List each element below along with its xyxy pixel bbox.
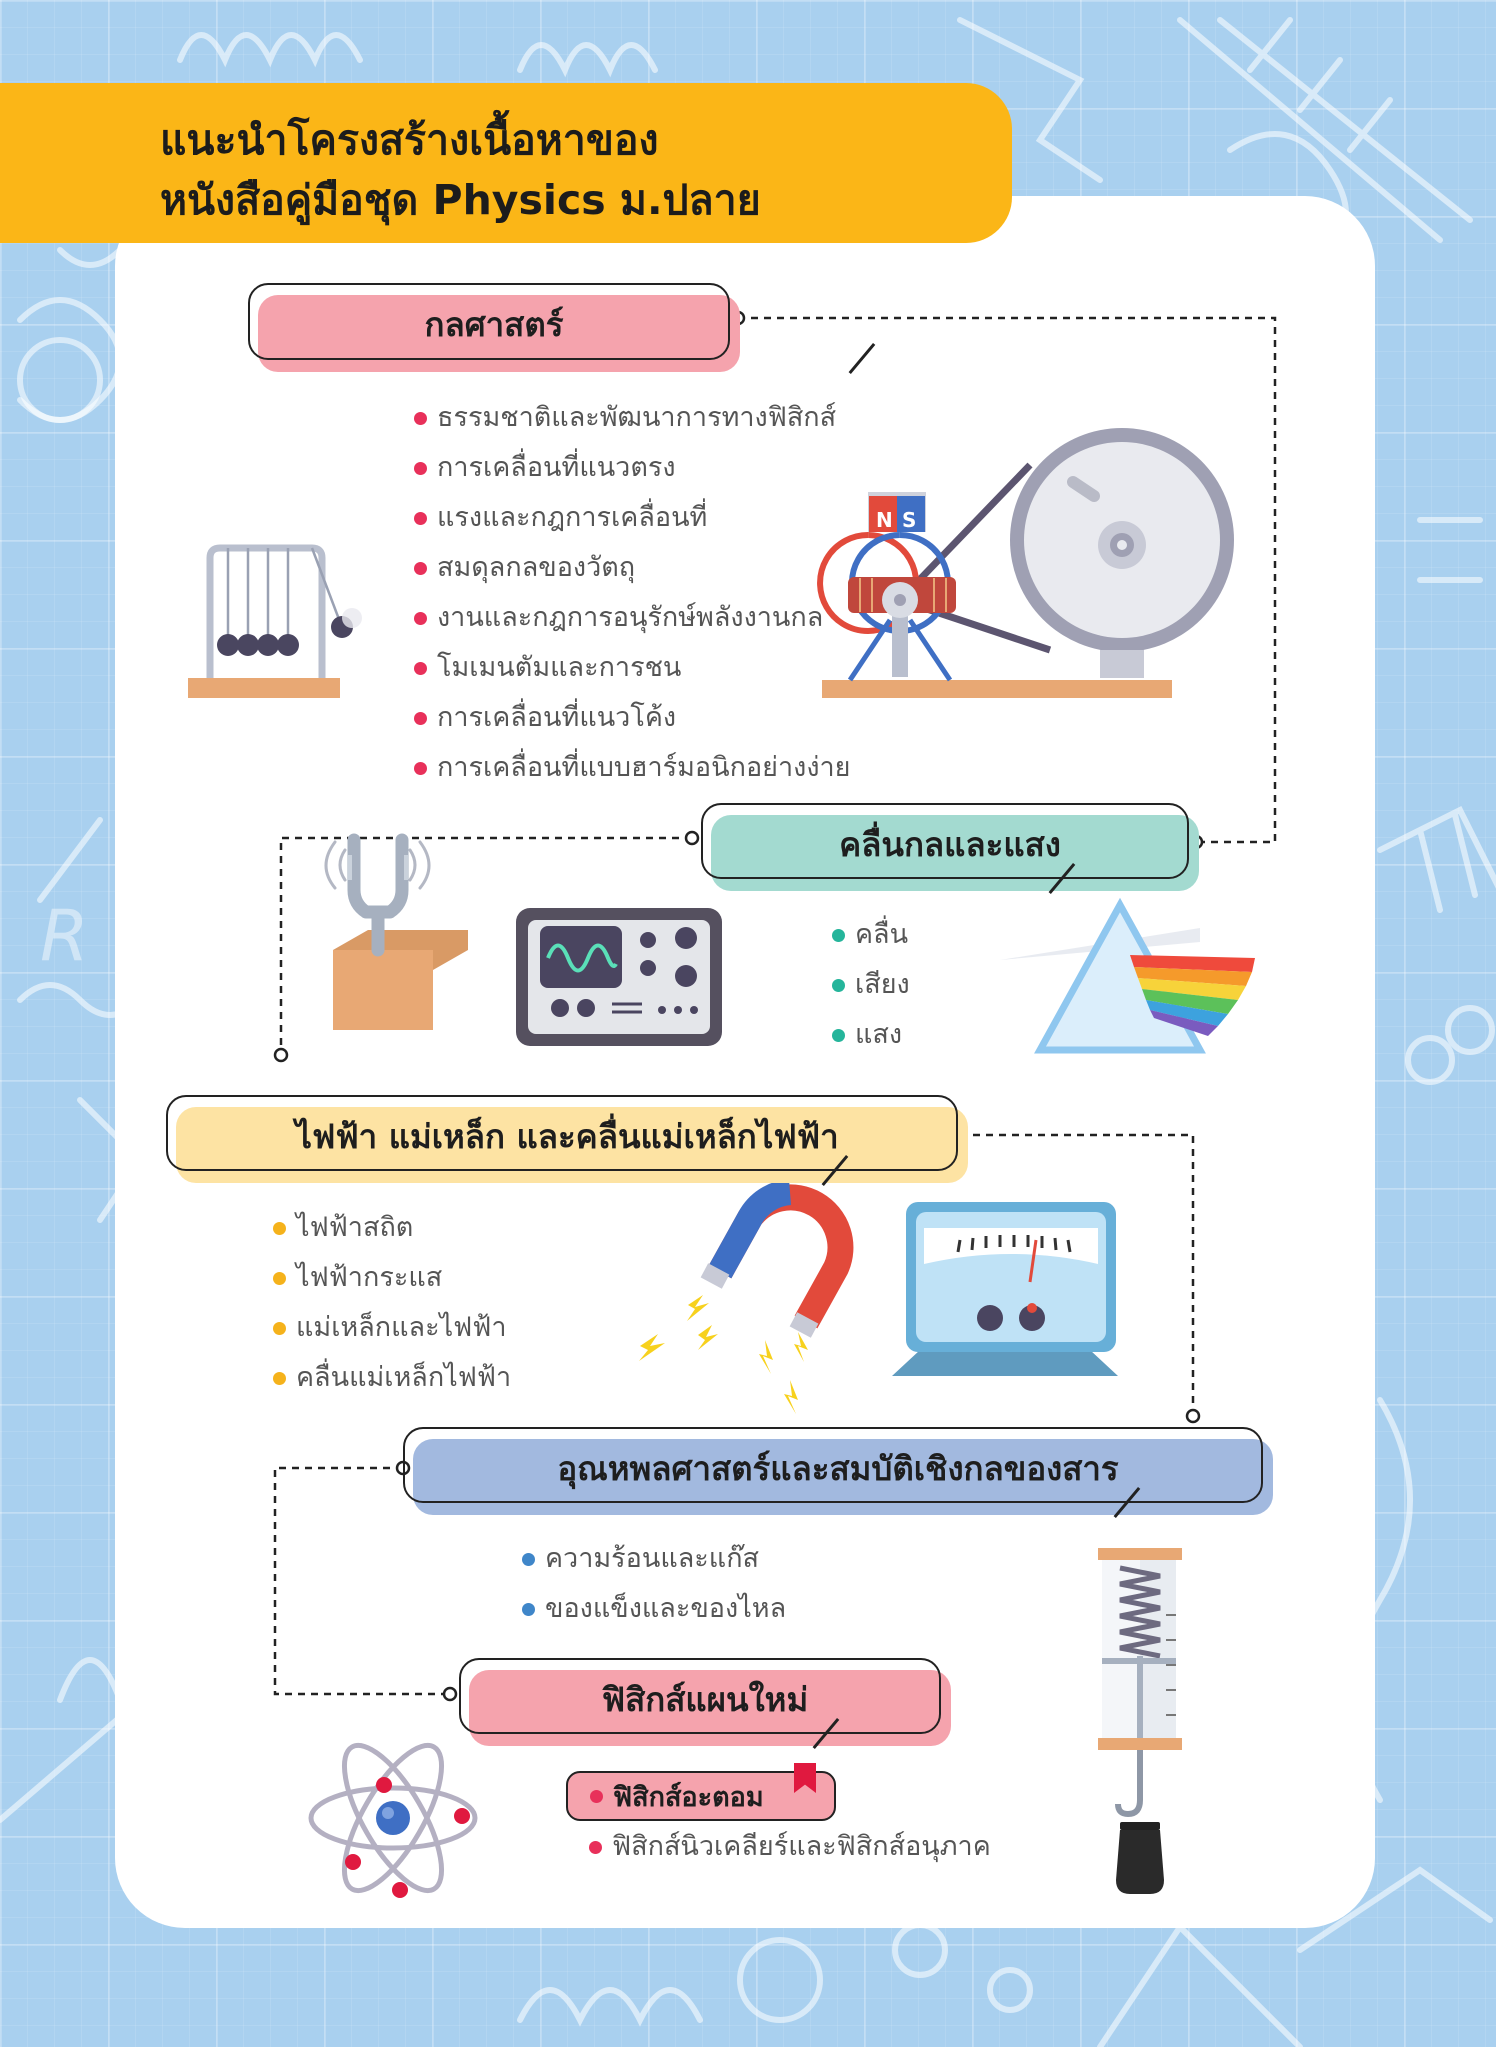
magnet-north-label: N: [876, 508, 893, 532]
generator-icon: [820, 428, 1234, 698]
title-line-1: แนะนำโครงสร้างเนื้อหาของ: [160, 116, 659, 164]
list-item: ธรรมชาติและพัฒนาการทางฟิสิกส์: [414, 393, 851, 443]
list-item: การเคลื่อนที่แบบฮาร์มอนิกอย่างง่าย: [414, 743, 851, 793]
page-title: [160, 110, 761, 230]
prism-icon: [1000, 905, 1255, 1050]
list-item: แม่เหล็กและไฟฟ้า: [273, 1303, 511, 1353]
title-banner: [0, 83, 1012, 243]
thermodynamics-topic-list: [522, 1534, 786, 1634]
magnet-south-label: S: [902, 508, 917, 532]
list-item: งานและกฎการอนุรักษ์พลังงานกล: [414, 593, 851, 643]
spring-scale-icon: [1098, 1548, 1182, 1894]
list-item: การเคลื่อนที่แนวตรง: [414, 443, 851, 493]
meter-icon: [892, 1202, 1118, 1376]
highlighted-topic-text: ฟิสิกส์อะตอม: [613, 1781, 764, 1813]
list-item: โมเมนตัมและการชน: [414, 643, 851, 693]
list-item: สมดุลกลของวัตถุ: [414, 543, 851, 593]
modern-physics-heading-text: ฟิสิกส์แผนใหม่: [601, 1679, 809, 1719]
modern-physics-topic-list: [589, 1822, 991, 1872]
tuning-fork-icon: [326, 840, 468, 1030]
list-item: ไฟฟ้ากระแส: [273, 1253, 511, 1303]
list-item: เสียง: [832, 960, 910, 1010]
list-item: ความร้อนและแก๊ส: [522, 1534, 786, 1584]
bookmark-icon: [794, 1763, 816, 1793]
section-heading-electromagnetism: [166, 1095, 958, 1171]
list-item: การเคลื่อนที่แนวโค้ง: [414, 693, 851, 743]
mechanics-topic-list: [414, 393, 851, 793]
electromagnetism-heading-text: ไฟฟ้า แม่เหล็ก และคลื่นแม่เหล็กไฟฟ้า: [295, 1116, 839, 1156]
highlighted-topic-atomic-physics: [566, 1771, 836, 1821]
electromagnetism-topic-list: [273, 1203, 511, 1403]
list-item: ฟิสิกส์นิวเคลียร์และฟิสิกส์อนุภาค: [589, 1822, 991, 1872]
horseshoe-magnet-icon: [639, 1192, 840, 1414]
title-line-2: หนังสือคู่มือชุด Physics ม.ปลาย: [160, 176, 761, 224]
waves-heading-text: คลื่นกลและแสง: [839, 824, 1061, 864]
svg-text:R: R: [40, 895, 89, 977]
section-heading-mechanics: [248, 283, 730, 360]
list-item: แรงและกฎการเคลื่อนที่: [414, 493, 851, 543]
section-heading-waves-light: [701, 803, 1189, 879]
mechanics-heading-text: กลศาสตร์: [424, 305, 564, 344]
list-item: คลื่น: [832, 910, 910, 960]
waves-topic-list: [832, 910, 910, 1060]
oscilloscope-icon: [516, 908, 722, 1046]
list-item: ของแข็งและของไหล: [522, 1584, 786, 1634]
section-heading-modern-physics: [459, 1658, 941, 1734]
thermodynamics-heading-text: อุณหพลศาสตร์และสมบัติเชิงกลของสาร: [557, 1448, 1119, 1488]
list-item: คลื่นแม่เหล็กไฟฟ้า: [273, 1353, 511, 1403]
list-item: ไฟฟ้าสถิต: [273, 1203, 511, 1253]
atom-icon: [311, 1732, 475, 1904]
newtons-cradle-icon: [188, 548, 362, 698]
list-item: แสง: [832, 1010, 910, 1060]
section-heading-thermodynamics: [403, 1427, 1263, 1503]
